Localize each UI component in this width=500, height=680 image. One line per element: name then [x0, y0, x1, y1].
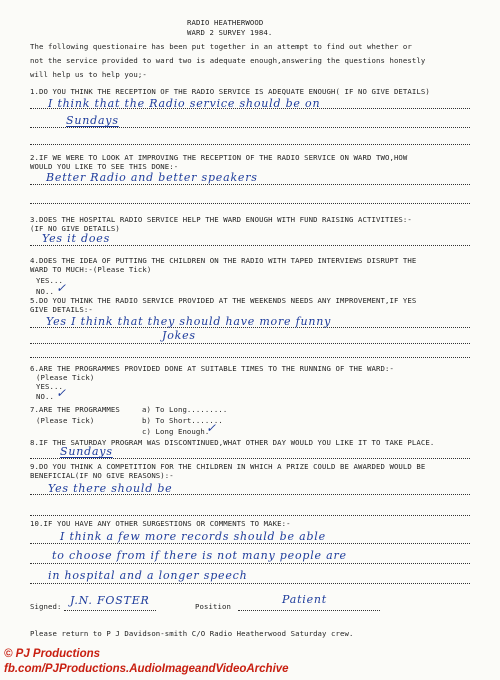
answer-line: [30, 245, 470, 246]
question-6-line-1: 6.ARE THE PROGRAMMES PROVIDED DONE AT SUITABLE TIMES TO THE RUNNING OF THE WARD:-: [30, 364, 394, 373]
question-6-line-2: (Please Tick): [36, 373, 95, 382]
question-5-line-1: 5.DO YOU THINK THE RADIO SERVICE PROVIDED AT THE WEEKENDS NEEDS ANY IMPROVEMENT,IF YES: [30, 296, 417, 305]
answer-line: [30, 184, 470, 185]
q6-tick-mark: ✓: [56, 386, 67, 400]
answer-1-line-1: I think that the Radio service should be on: [48, 97, 321, 110]
question-3-line-2: (IF NO GIVE DETAILS): [30, 224, 120, 233]
answer-line: [30, 458, 470, 459]
question-7: 7.ARE THE PROGRAMMES: [30, 405, 120, 414]
position-label: Position: [195, 602, 231, 611]
q4-yes-option[interactable]: YES...: [36, 276, 63, 285]
question-10: 10.IF YOU HAVE ANY OTHER SURGESTIONS OR COMMENTS TO MAKE:-: [30, 519, 291, 528]
answer-8: Sundays: [60, 445, 113, 458]
position-value: Patient: [282, 593, 328, 606]
answer-2: Better Radio and better speakers: [46, 171, 258, 184]
archive-link[interactable]: fb.com/PJProductions.AudioImageandVideoArchive: [4, 663, 289, 675]
question-5-line-2: GIVE DETAILS:-: [30, 305, 93, 314]
question-3-line-1: 3.DOES THE HOSPITAL RADIO SERVICE HELP THE WARD ENOUGH WITH FUND RAISING ACTIVITIES:-: [30, 215, 412, 224]
answer-line: [30, 583, 470, 584]
answer-10-line-3: in hospital and a longer speech: [48, 569, 248, 582]
q6-no-option[interactable]: NO..: [36, 392, 54, 401]
question-9-line-1: 9.DO YOU THINK A COMPETITION FOR THE CHILDREN IN WHICH A PRIZE COULD BE AWARDED WOULD BE: [30, 462, 426, 471]
question-4-line-1: 4.DOES THE IDEA OF PUTTING THE CHILDREN ON THE RADIO WITH TAPED INTERVIEWS DISRUPT THE: [30, 256, 417, 265]
answer-9: Yes there should be: [48, 482, 173, 495]
signature-line: [64, 610, 156, 611]
answer-3: Yes it does: [42, 232, 111, 245]
q6-yes-option[interactable]: YES...: [36, 382, 63, 391]
answer-line: [30, 343, 470, 344]
position-line: [238, 610, 380, 611]
form-title: RADIO HEATHERWOOD: [187, 18, 264, 27]
q7-option-c[interactable]: c) Long Enough.: [142, 427, 210, 436]
answer-line: [30, 144, 470, 145]
form-subtitle: WARD 2 SURVEY 1984.: [187, 28, 273, 37]
answer-5-line-1: Yes I think that they should have more funny: [46, 315, 332, 328]
answer-10-line-1: I think a few more records should be able: [60, 530, 326, 543]
answer-1-line-2: Sundays: [66, 114, 119, 127]
answer-5-line-2: Jokes: [162, 329, 196, 342]
q4-no-option[interactable]: NO..: [36, 287, 54, 296]
answer-line: [30, 515, 470, 516]
answer-line: [30, 563, 470, 564]
q7-option-a[interactable]: a) To Long.........: [142, 405, 228, 414]
question-2-line-1: 2.IF WE WERE TO LOOK AT IMPROVING THE RECEPTION OF THE RADIO SERVICE ON WARD TWO,HOW: [30, 153, 408, 162]
q7-option-b[interactable]: b) To Short.......: [142, 416, 223, 425]
answer-line: [30, 357, 470, 358]
intro-line-3: will help us to help you;-: [30, 70, 147, 79]
q7-please-tick: (Please Tick): [36, 416, 95, 425]
signature: J.N. FOSTER: [70, 594, 150, 607]
question-9-line-2: BENEFICIAL(IF NO GIVE REASONS):-: [30, 471, 174, 480]
answer-line: [30, 127, 470, 128]
return-instructions: Please return to P J Davidson-smith C/O Radio Heatherwood Saturday crew.: [30, 629, 354, 638]
q7-tick-mark: ✓: [206, 421, 217, 435]
q4-tick-mark: ✓: [56, 281, 67, 295]
question-8: 8.IF THE SATURDAY PROGRAM WAS DISCONTINUED,WHAT OTHER DAY WOULD YOU LIKE IT TO TAKE PLACE.: [30, 438, 435, 447]
question-2-line-2: WOULD YOU LIKE TO SEE THIS DONE:-: [30, 162, 179, 171]
answer-10-line-2: to choose from if there is not many people are: [52, 549, 347, 562]
question-4-line-2: WARD TO MUCH:-(Please Tick): [30, 265, 152, 274]
question-1: 1.DO YOU THINK THE RECEPTION OF THE RADIO SERVICE IS ADEQUATE ENOUGH( IF NO GIVE DETAILS): [30, 87, 430, 96]
signed-label: Signed:: [30, 602, 62, 611]
intro-line-1: The following questionaire has been put together in an attempt to find out whether or: [30, 42, 412, 51]
intro-line-2: not the service provided to ward two is adequate enough,answering the questions honestly: [30, 56, 426, 65]
answer-line: [30, 543, 470, 544]
copyright-watermark: © PJ Productions: [4, 648, 101, 660]
answer-line: [30, 203, 470, 204]
